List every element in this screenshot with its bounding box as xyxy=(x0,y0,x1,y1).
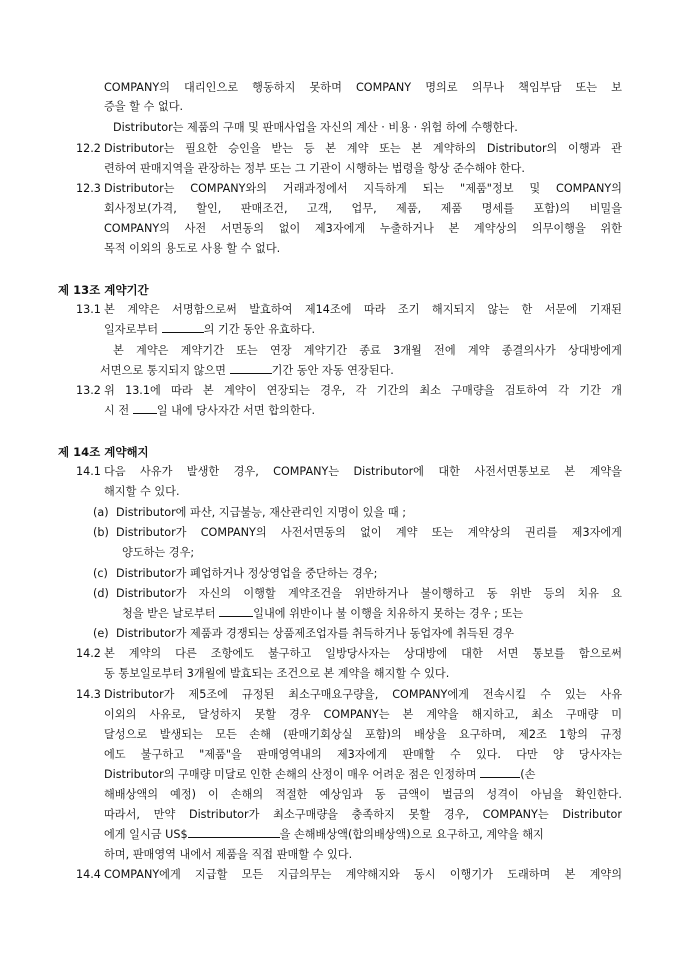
item-number-14-3: 14.3 xyxy=(76,688,101,701)
subitem-a-text: Distributor에 파산, 지급불능, 재산관리인 지명이 있을 때 ; xyxy=(116,506,406,519)
art13-paragraph-line2-start: 서면으로 통지되지 않으면 xyxy=(100,364,230,377)
art13-paragraph-line2 xyxy=(100,363,394,378)
item-14-3-line6: 해배상액의 예정) 이 손해의 적절한 예상임과 동 금액이 벌금의 성격이 아님을 확인한다. xyxy=(104,788,622,801)
item-13-1-line2-end: 의 기간 동안 유효하다. xyxy=(203,323,316,336)
subitem-label-b: (b) xyxy=(93,526,109,539)
subitem-label-e: (e) xyxy=(93,627,109,640)
art12-paragraph: Distributor는 제품의 구매 및 판매사업을 자신의 계산 · 비용 · 위험 하에 수행한다. xyxy=(113,121,518,134)
subitem-e-text: Distributor가 제품과 경쟁되는 상품제조업자를 취득하거나 동업자에 취득된 경우 xyxy=(116,627,514,640)
subitem-d-line1: Distributor가 자신의 이행할 계약조건을 위반하거나 불이행하고 동 위반 등의 치유 요 xyxy=(116,587,622,600)
item-14-3-line7: 따라서, 만약 Distributor가 최소구매량을 충족하지 못할 경우, COMPANY는 Distributor xyxy=(104,808,622,821)
blank-lump-sum-amount xyxy=(188,827,280,838)
art13-paragraph-line1: 본 계약은 계약기간 또는 연장 계약기간 종료 3개월 전에 계약 종결의사가 상대방에게 xyxy=(113,344,622,357)
subitem-b-line2: 양도하는 경우; xyxy=(122,546,195,559)
subitem-label-c: (c) xyxy=(93,567,108,580)
blank-renewal-period xyxy=(230,363,272,374)
blank-duration xyxy=(162,322,204,333)
item-number-14-1: 14.1 xyxy=(76,465,101,478)
item-12-3-line1: Distributor는 COMPANY와의 거래과정에서 지득하게 되는 "제품"정보 및 COMPANY의 xyxy=(104,182,622,195)
art12-cont-line2: 증을 할 수 없다. xyxy=(104,100,184,113)
item-number-12-2: 12.2 xyxy=(76,142,101,155)
item-13-1-line2 xyxy=(104,322,315,337)
item-14-3-line5 xyxy=(104,767,535,782)
item-number-12-3: 12.3 xyxy=(76,182,101,195)
subitem-d-line2-start: 청을 받은 날로부터 xyxy=(122,607,220,620)
article-14-heading: 제 14조 계약해지 xyxy=(58,445,149,459)
subitem-label-d: (d) xyxy=(93,587,109,600)
item-14-3-line5-start: Distributor의 구매량 미달로 인한 손해의 산정이 매우 어려운 점은 인정하며 xyxy=(104,768,481,781)
item-14-3-line5-end: (손 xyxy=(520,768,536,781)
blank-days xyxy=(133,403,157,414)
subitem-label-a: (a) xyxy=(93,506,109,519)
item-12-3-line2: 회사정보(가격, 할인, 판매조건, 고객, 업무, 제품, 제품 명세를 포함)의 비밀을 xyxy=(104,202,622,215)
item-number-13-2: 13.2 xyxy=(76,384,101,397)
item-14-3-line8-start: 에게 일시금 US$ xyxy=(104,828,188,841)
item-13-2-line2 xyxy=(104,403,315,418)
art12-cont-line1: COMPANY의 대리인으로 행동하지 못하며 COMPANY 명의로 의무나 책임부담 또는 보 xyxy=(104,81,622,94)
article-13-heading: 제 13조 계약기간 xyxy=(58,283,149,297)
item-12-2-line1: Distributor는 필요한 승인을 받는 등 본 계약 또는 본 계약하의 Distributor의 이행과 관 xyxy=(104,142,622,155)
item-13-1-line2-start: 일자로부터 xyxy=(104,323,162,336)
item-number-13-1: 13.1 xyxy=(76,303,101,316)
item-14-2-line1: 본 계약의 다른 조항에도 불구하고 일방당사자는 상대방에 대한 서면 통보를 함으로써 xyxy=(104,647,622,660)
item-14-3-line1: Distributor가 제5조에 규정된 최소구매요구량을, COMPANY에게 전속시킬 수 있는 사유 xyxy=(104,688,622,701)
item-12-3-line3: COMPANY의 사전 서면동의 없이 제3자에게 누출하거나 본 계약상의 의무이행을 위한 xyxy=(104,222,622,235)
item-14-1-line2: 해지할 수 있다. xyxy=(104,485,180,498)
item-14-3-line2: 이외의 사유로, 달성하지 못할 경우 COMPANY는 본 계약을 해지하고, 최소 구매량 미 xyxy=(104,708,622,721)
blank-damages-estimate xyxy=(480,767,520,778)
item-12-3-line4: 목적 이외의 용도로 사용 할 수 없다. xyxy=(104,242,281,255)
item-number-14-2: 14.2 xyxy=(76,647,101,660)
item-13-2-line2-start: 시 전 xyxy=(104,404,133,417)
item-13-1-line1: 본 계약은 서명함으로써 발효하여 제14조에 따라 조기 해지되지 않는 한 서문에 기재된 xyxy=(104,303,622,316)
item-13-2-line2-end: 일 내에 당사자간 서면 합의한다. xyxy=(156,404,316,417)
item-14-4-line1: COMPANY에게 지급할 모든 지급의무는 계약해지와 동시 이행기가 도래하며 본 계약의 xyxy=(104,868,622,881)
item-14-3-line4: 에도 불구하고 "제품"을 판매영역내의 제3자에게 판매할 수 있다. 다만 양 당사자는 xyxy=(104,748,622,761)
art13-paragraph-line2-end: 기간 동안 자동 연장된다. xyxy=(271,364,394,377)
item-14-3-line8-end: 을 손해배상액(합의배상액)으로 요구하고, 계약을 해지 xyxy=(279,828,544,841)
item-14-3-line8 xyxy=(104,827,544,842)
item-13-2-line1: 위 13.1에 따라 본 계약이 연장되는 경우, 각 기간의 최소 구매량을 검토하여 각 기간 개 xyxy=(104,384,622,397)
item-12-2-line2: 련하여 판매지역을 관장하는 정부 또는 그 기관이 시행하는 법령을 항상 준수해야 한다. xyxy=(104,162,525,175)
item-14-3-line3: 달성으로 발생되는 모든 손해 (판매기회상실 포함)의 배상을 요구하며, 제2조 1항의 규정 xyxy=(104,728,622,741)
subitem-d-line2-end: 일내에 위반이나 불 이행을 치유하지 못하는 경우 ; 또는 xyxy=(253,607,524,620)
item-14-3-line9: 하며, 판매영역 내에서 제품을 직접 판매할 수 있다. xyxy=(104,848,353,861)
item-14-1-line1: 다음 사유가 발생한 경우, COMPANY는 Distributor에 대한 사전서면통보로 본 계약을 xyxy=(104,465,622,478)
blank-cure-days xyxy=(219,606,253,617)
item-14-2-line2: 동 통보일로부터 3개월에 발효되는 조건으로 본 계약을 해지할 수 있다. xyxy=(104,667,450,680)
item-number-14-4: 14.4 xyxy=(76,868,101,881)
subitem-b-line1: Distributor가 COMPANY의 사전서면동의 없이 계약 또는 계약상의 권리를 제3자에게 xyxy=(116,526,622,539)
subitem-c-text: Distributor가 폐업하거나 정상영업을 중단하는 경우; xyxy=(116,567,378,580)
subitem-d-line2 xyxy=(122,606,523,621)
